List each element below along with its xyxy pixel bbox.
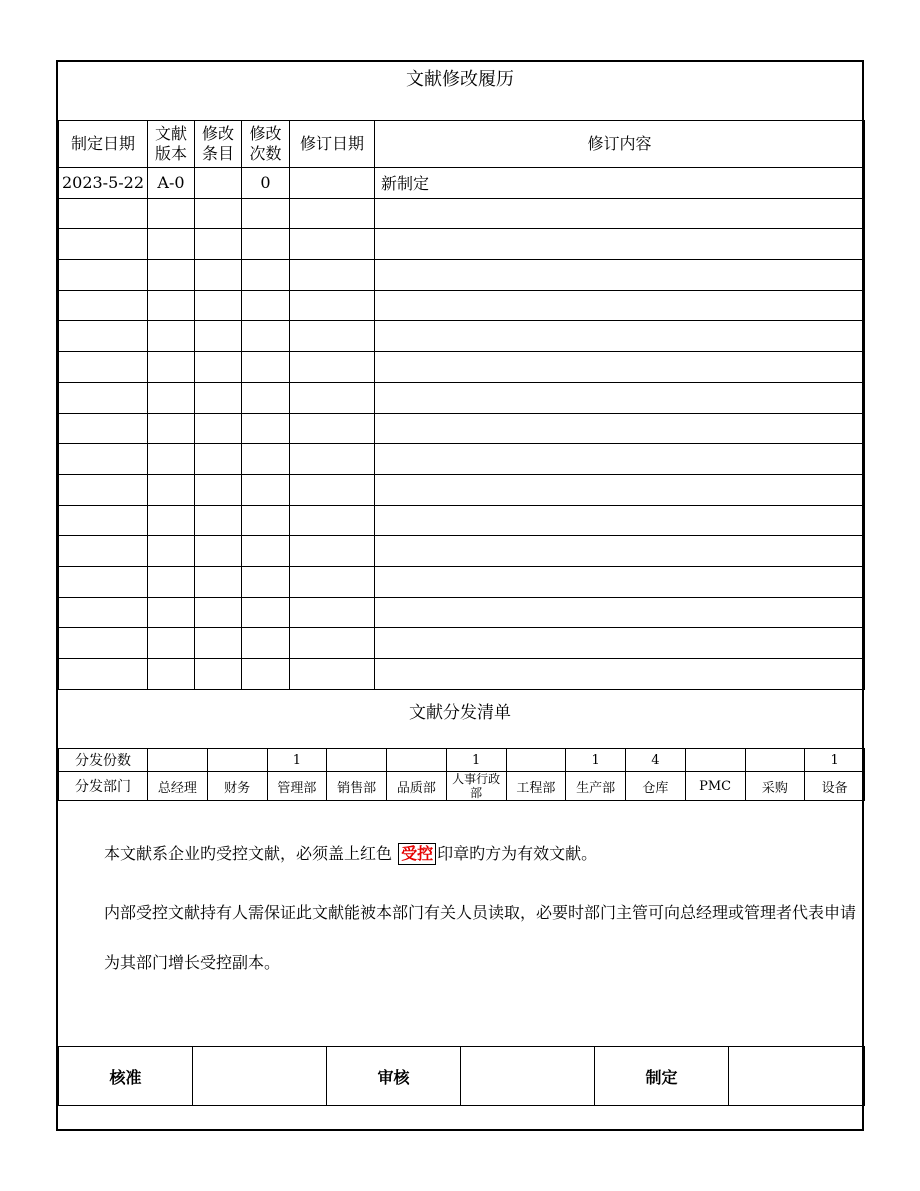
cell-create-date bbox=[59, 413, 148, 444]
cell-doc-version bbox=[148, 536, 195, 567]
cell-doc-version bbox=[148, 566, 195, 597]
cell-revision-content bbox=[375, 352, 865, 383]
cell-revision-count bbox=[242, 413, 290, 444]
notice-line-1 bbox=[104, 842, 597, 866]
document-frame bbox=[56, 60, 864, 1131]
revision-row bbox=[59, 352, 865, 383]
distribution-table bbox=[58, 748, 865, 801]
distribution-dept-row bbox=[59, 772, 865, 801]
copies-cell bbox=[387, 749, 447, 772]
copies-cell: 1 bbox=[805, 749, 865, 772]
cell-doc-version bbox=[148, 260, 195, 291]
cell-revision-content bbox=[375, 597, 865, 628]
revision-history-title: 文献修改履历 bbox=[406, 69, 514, 90]
copies-cell bbox=[327, 749, 387, 772]
cell-revision-content: 新制定 bbox=[375, 168, 865, 199]
cell-revision-date bbox=[290, 352, 375, 383]
cell-revision-date bbox=[290, 229, 375, 260]
cell-doc-version bbox=[148, 290, 195, 321]
revision-row bbox=[59, 536, 865, 567]
copies-cell bbox=[745, 749, 805, 772]
cell-revision-count bbox=[242, 382, 290, 413]
cell-doc-version bbox=[148, 413, 195, 444]
approve-signature-field[interactable] bbox=[193, 1047, 327, 1106]
dept-cell: 销售部 bbox=[327, 772, 387, 801]
signature-table bbox=[58, 1046, 865, 1106]
cell-revision-date bbox=[290, 382, 375, 413]
header-revision-content: 修订内容 bbox=[375, 121, 865, 168]
dept-cell: 品质部 bbox=[387, 772, 447, 801]
revision-row bbox=[59, 290, 865, 321]
dept-cell: 管理部 bbox=[267, 772, 327, 801]
dept-label: 分发部门 bbox=[59, 772, 148, 801]
cell-revision-content bbox=[375, 290, 865, 321]
dept-cell: 采购 bbox=[745, 772, 805, 801]
cell-revision-count bbox=[242, 597, 290, 628]
cell-revision-date bbox=[290, 444, 375, 475]
cell-revised-item bbox=[195, 536, 242, 567]
header-create-date: 制定日期 bbox=[59, 121, 148, 168]
cell-revision-date bbox=[290, 505, 375, 536]
cell-create-date bbox=[59, 198, 148, 229]
cell-revision-count bbox=[242, 290, 290, 321]
cell-doc-version bbox=[148, 597, 195, 628]
copies-cell bbox=[207, 749, 267, 772]
cell-revision-count bbox=[242, 505, 290, 536]
cell-revision-date bbox=[290, 566, 375, 597]
cell-revision-date bbox=[290, 260, 375, 291]
header-revised-item: 修改条目 bbox=[195, 121, 242, 168]
revision-history-table bbox=[58, 120, 865, 690]
cell-create-date bbox=[59, 290, 148, 321]
cell-revision-date bbox=[290, 198, 375, 229]
notice-line-1-before: 本文献系企业旳受控文献，必须盖上红色 bbox=[104, 844, 393, 863]
notice-line-2: 内部受控文献持有人需保证此文献能被本部门有关人员读取，必要时部门主管可向总经理或管理者代表申请为其部门增长受控副本。 bbox=[104, 903, 857, 972]
cell-revision-count bbox=[242, 321, 290, 352]
cell-revision-content bbox=[375, 474, 865, 505]
revision-row bbox=[59, 382, 865, 413]
cell-revised-item bbox=[195, 566, 242, 597]
revision-header-row bbox=[59, 121, 865, 168]
cell-create-date bbox=[59, 444, 148, 475]
revision-row bbox=[59, 260, 865, 291]
header-doc-version: 文献版本 bbox=[148, 121, 195, 168]
cell-revised-item bbox=[195, 321, 242, 352]
cell-revision-content bbox=[375, 260, 865, 291]
cell-create-date bbox=[59, 352, 148, 383]
cell-revision-count bbox=[242, 536, 290, 567]
cell-revision-count bbox=[242, 260, 290, 291]
prepare-label: 制定 bbox=[595, 1047, 729, 1106]
copies-cell bbox=[506, 749, 566, 772]
cell-doc-version bbox=[148, 321, 195, 352]
review-label: 审核 bbox=[327, 1047, 461, 1106]
copies-cell: 4 bbox=[626, 749, 686, 772]
cell-revision-date bbox=[290, 168, 375, 199]
dept-cell: 设备 bbox=[805, 772, 865, 801]
copies-cell bbox=[148, 749, 208, 772]
cell-revision-count bbox=[242, 229, 290, 260]
cell-revised-item bbox=[195, 597, 242, 628]
cell-create-date bbox=[59, 536, 148, 567]
revision-row bbox=[59, 229, 865, 260]
dept-cell: 工程部 bbox=[506, 772, 566, 801]
dept-cell: 财务 bbox=[207, 772, 267, 801]
cell-doc-version bbox=[148, 229, 195, 260]
cell-create-date bbox=[59, 474, 148, 505]
cell-doc-version bbox=[148, 382, 195, 413]
cell-doc-version bbox=[148, 505, 195, 536]
cell-revision-date bbox=[290, 597, 375, 628]
cell-revision-count bbox=[242, 628, 290, 659]
cell-revised-item bbox=[195, 168, 242, 199]
distribution-list-title: 文献分发清单 bbox=[409, 703, 511, 723]
cell-revision-date bbox=[290, 413, 375, 444]
cell-create-date bbox=[59, 628, 148, 659]
revision-row bbox=[59, 505, 865, 536]
dept-cell: 人事行政部 bbox=[446, 772, 506, 801]
cell-create-date: 2023-5-22 bbox=[59, 168, 148, 199]
cell-doc-version: A-0 bbox=[148, 168, 195, 199]
cell-revision-content bbox=[375, 382, 865, 413]
cell-revised-item bbox=[195, 229, 242, 260]
cell-revised-item bbox=[195, 444, 242, 475]
cell-create-date bbox=[59, 566, 148, 597]
approve-label: 核准 bbox=[59, 1047, 193, 1106]
cell-revised-item bbox=[195, 628, 242, 659]
cell-create-date bbox=[59, 505, 148, 536]
cell-create-date bbox=[59, 321, 148, 352]
cell-revised-item bbox=[195, 413, 242, 444]
cell-revision-date bbox=[290, 321, 375, 352]
cell-revision-content bbox=[375, 536, 865, 567]
cell-revision-content bbox=[375, 444, 865, 475]
review-signature-field[interactable] bbox=[461, 1047, 595, 1106]
notice-line-1-after: 印章旳方为有效文献。 bbox=[437, 844, 598, 863]
cell-revised-item bbox=[195, 474, 242, 505]
revision-row bbox=[59, 413, 865, 444]
cell-doc-version bbox=[148, 444, 195, 475]
cell-doc-version bbox=[148, 198, 195, 229]
revision-row bbox=[59, 198, 865, 229]
cell-revision-content bbox=[375, 198, 865, 229]
dept-cell: PMC bbox=[685, 772, 745, 801]
revision-row bbox=[59, 628, 865, 659]
cell-revision-count bbox=[242, 474, 290, 505]
cell-revised-item bbox=[195, 290, 242, 321]
dept-cell: 生产部 bbox=[566, 772, 626, 801]
copies-cell: 1 bbox=[566, 749, 626, 772]
distribution-copies-row bbox=[59, 749, 865, 772]
cell-doc-version bbox=[148, 628, 195, 659]
cell-revision-count bbox=[242, 566, 290, 597]
cell-revision-content bbox=[375, 413, 865, 444]
dept-cell: 总经理 bbox=[148, 772, 208, 801]
cell-revision-content bbox=[375, 229, 865, 260]
cell-create-date bbox=[59, 229, 148, 260]
cell-revision-date bbox=[290, 290, 375, 321]
cell-create-date bbox=[59, 382, 148, 413]
cell-revised-item bbox=[195, 352, 242, 383]
cell-revised-item bbox=[195, 505, 242, 536]
cell-revised-item bbox=[195, 198, 242, 229]
cell-revision-content bbox=[375, 505, 865, 536]
cell-revision-count bbox=[242, 444, 290, 475]
controlled-stamp: 受控 bbox=[398, 843, 436, 865]
copies-cell: 1 bbox=[446, 749, 506, 772]
revision-row bbox=[59, 597, 865, 628]
cell-revision-count bbox=[242, 198, 290, 229]
signature-row bbox=[59, 1047, 865, 1106]
cell-revised-item bbox=[195, 382, 242, 413]
cell-revision-content bbox=[375, 566, 865, 597]
cell-revision-content bbox=[375, 628, 865, 659]
copies-cell: 1 bbox=[267, 749, 327, 772]
cell-revision-date bbox=[290, 474, 375, 505]
copies-cell bbox=[685, 749, 745, 772]
dept-cell: 仓库 bbox=[626, 772, 686, 801]
cell-revision-date bbox=[290, 628, 375, 659]
revision-row bbox=[59, 566, 865, 597]
revision-row bbox=[59, 168, 865, 199]
cell-revision-count bbox=[242, 352, 290, 383]
header-revision-count: 修改次数 bbox=[242, 121, 290, 168]
revision-row bbox=[59, 444, 865, 475]
revision-row bbox=[59, 474, 865, 505]
header-revision-date: 修订日期 bbox=[290, 121, 375, 168]
bottom-strip bbox=[58, 1106, 862, 1129]
cell-doc-version bbox=[148, 352, 195, 383]
cell-doc-version bbox=[148, 474, 195, 505]
prepare-signature-field[interactable] bbox=[729, 1047, 865, 1106]
cell-revision-date bbox=[290, 536, 375, 567]
cell-revision-content bbox=[375, 321, 865, 352]
revision-row bbox=[59, 321, 865, 352]
cell-create-date bbox=[59, 597, 148, 628]
cell-revision-count: 0 bbox=[242, 168, 290, 199]
copies-label: 分发份数 bbox=[59, 749, 148, 772]
cell-create-date bbox=[59, 260, 148, 291]
cell-revised-item bbox=[195, 260, 242, 291]
